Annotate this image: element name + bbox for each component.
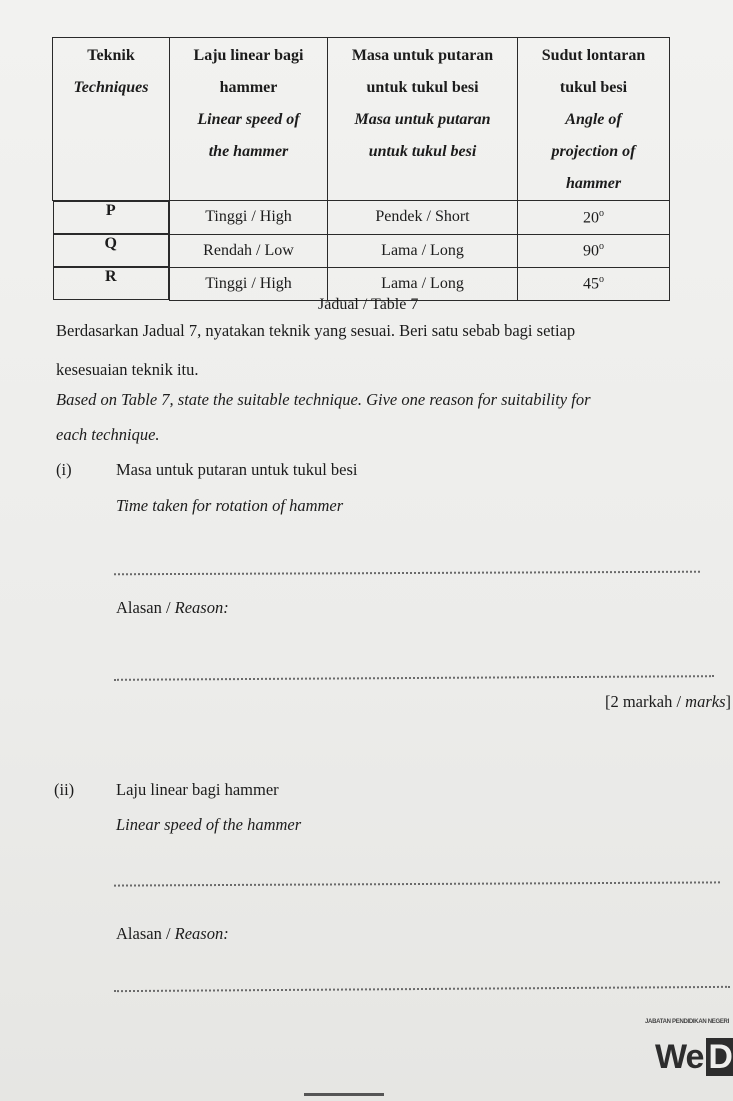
table-row — [53, 201, 670, 235]
cell-time: Pendek / Short — [328, 201, 518, 235]
department-logo-caption: JABATAN PENDIDIKAN NEGERI — [645, 1019, 729, 1025]
part-ii-en: Linear speed of the hammer — [116, 815, 302, 834]
part-ii-ms: Laju linear bagi hammer — [116, 780, 279, 799]
department-logo: We D — [655, 1038, 732, 1076]
reason-label-i: Alasan / Reason: — [116, 598, 229, 617]
header-linear-speed: Laju linear bagi hammer Linear speed of the hammer — [170, 38, 328, 201]
table-header-row — [53, 38, 670, 201]
reason-line-i[interactable] — [114, 675, 714, 681]
cell-technique: P — [53, 201, 170, 234]
cell-time: Lama / Long — [328, 267, 518, 300]
header-technique: Teknik Techniques — [53, 38, 170, 201]
answer-line-i[interactable] — [114, 571, 700, 576]
cell-technique: Q — [53, 234, 170, 267]
reason-label-ii: Alasan / Reason: — [116, 924, 229, 943]
reason-line-ii[interactable] — [114, 986, 730, 992]
part-i-number: (i) — [56, 460, 72, 479]
page-edge-mark — [304, 1093, 384, 1101]
data-table — [52, 37, 670, 301]
cell-speed: Rendah / Low — [170, 234, 328, 267]
cell-technique: R — [53, 267, 170, 300]
part-i-en: Time taken for rotation of hammer — [116, 496, 344, 515]
answer-line-ii[interactable] — [114, 881, 720, 886]
marks-label: [2 markah / marks] — [604, 692, 731, 711]
question-text-en: Based on Table 7, state the suitable technique. Give one reason for suitability for — [56, 390, 591, 409]
question-text-ms: Berdasarkan Jadual 7, nyatakan teknik yang sesuai. Beri satu sebab bagi setiap — [56, 321, 576, 340]
cell-angle: 20$^o$ — [518, 201, 670, 235]
cell-time: Lama / Long — [328, 234, 518, 267]
cell-speed: Tinggi / High — [170, 201, 328, 235]
part-i-ms: Masa untuk putaran untuk tukul besi — [116, 460, 358, 479]
question-text-ms-cont: kesesuaian teknik itu. — [56, 360, 199, 379]
question-text-en-cont: each technique. — [56, 425, 160, 444]
cell-speed: Tinggi / High — [170, 267, 328, 300]
part-ii-number: (ii) — [54, 780, 75, 799]
header-projection-angle: Sudut lontaran tukul besi Angle of projection of hammer — [518, 38, 670, 201]
header-rotation-time: Masa untuk putaran untuk tukul besi Masa untuk putaran untuk tukul besi — [328, 38, 518, 201]
table-caption: Jadual / Table 7 — [318, 296, 419, 313]
cell-angle: 45$^o$ — [518, 267, 670, 300]
cell-angle: 90$^o$ — [518, 234, 670, 267]
table-row — [53, 234, 670, 267]
